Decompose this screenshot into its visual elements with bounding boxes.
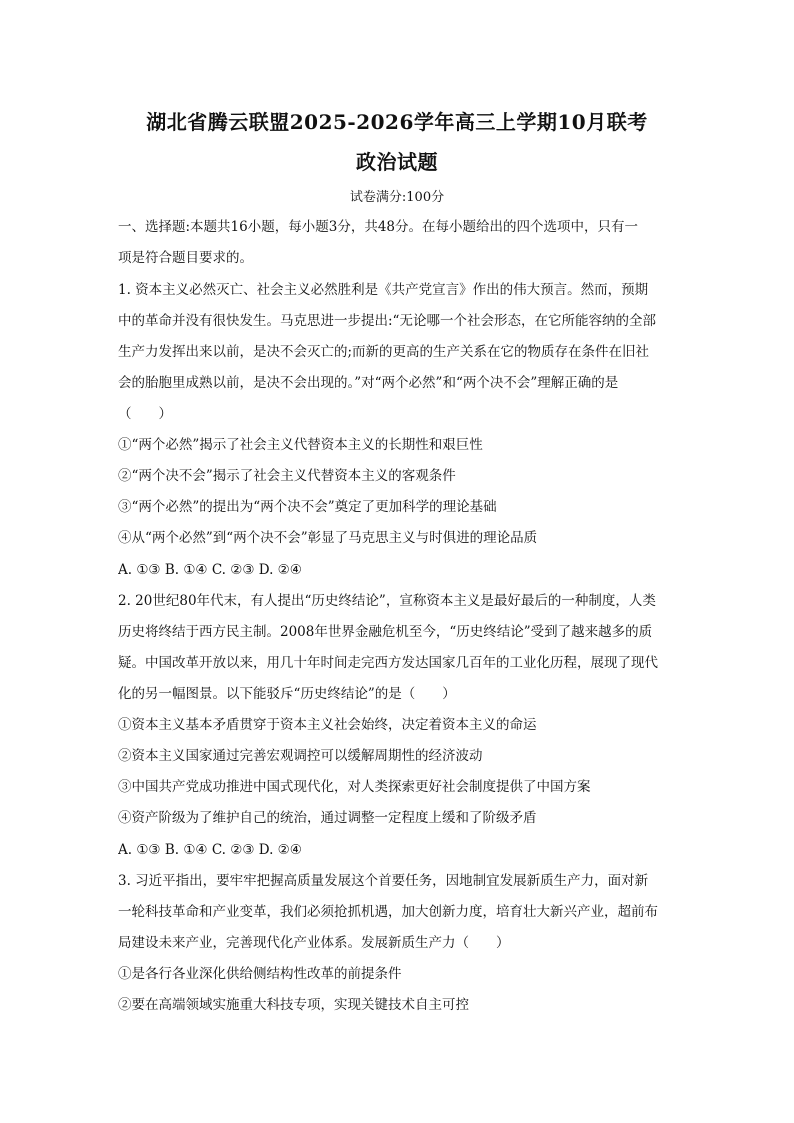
question-stem-line: 中的革命并没有很快发生。马克思进一步提出:“无论哪一个社会形态，在它所能容纳的全部 [118,313,656,329]
option-statement: ③中国共产党成功推进中国式现代化，对人类探索更好社会制度提供了中国方案 [118,779,591,795]
option-statement: ①资本主义基本矛盾贯穿于资本主义社会始终，决定着资本主义的命运 [118,717,537,733]
question-stem-line: 历史将终结于西方民主制。2008年世界金融危机至今，“历史终结论”受到了越来越多的质 [118,624,653,640]
question-stem-line: 会的胎胞里成熟以前，是决不会出现的。”对“两个必然”和“两个决不会”理解正确的是 [118,375,619,391]
question-stem-line: 化的另一幅图景。以下能驳斥“历史终结论”的是（ ） [118,686,456,702]
question-stem-line: 1. 资本主义必然灭亡、社会主义必然胜利是《共产党宣言》作出的伟大预言。然而，预期 [118,282,649,298]
section-intro-line: 一、选择题:本题共16小题，每小题3分，共48分。在每小题给出的四个选项中，只有一 [118,219,638,235]
question-stem-line: 生产力发挥出来以前，是决不会灭亡的;而新的更高的生产关系在它的物质存在条件在旧社 [118,344,650,360]
section-intro-line: 项是符合题目要求的。 [118,250,253,266]
exam-title: 湖北省腾云联盟2025-2026学年高三上学期10月联考 [146,110,648,134]
question-stem-line: 2. 20世纪80年代末，有人提出“历史终结论”，宣称资本主义是最好最后的一种制度，人类 [118,593,656,609]
option-statement: ③“两个必然”的提出为“两个决不会”奠定了更加科学的理论基础 [118,499,497,515]
option-statement: ①“两个必然”揭示了社会主义代替资本主义的长期性和艰巨性 [118,437,483,453]
question-stem-line: 疑。中国改革开放以来，用几十年时间走完西方发达国家几百年的工业化历程，展现了现代 [118,655,658,671]
answer-choices: A. ①③ B. ①④ C. ②③ D. ②④ [118,842,302,858]
score-note: 试卷满分:100分 [349,190,445,205]
answer-choices: A. ①③ B. ①④ C. ②③ D. ②④ [118,562,302,578]
option-statement: ④从“两个必然”到“两个决不会”彰显了马克思主义与时俱进的理论品质 [118,530,538,546]
option-statement: ②资本主义国家通过完善宏观调控可以缓解周期性的经济波动 [118,748,483,764]
question-stem-line: 3. 习近平指出，要牢牢把握高质量发展这个首要任务，因地制宜发展新质生产力，面对新 [118,873,649,889]
answer-blank: （ ） [118,406,172,422]
option-statement: ②“两个决不会”揭示了社会主义代替资本主义的客观条件 [118,468,456,484]
option-statement: ④资产阶级为了维护自己的统治，通过调整一定程度上缓和了阶级矛盾 [118,810,537,826]
question-stem-line: 局建设未来产业，完善现代化产业体系。发展新质生产力（ ） [118,935,510,951]
exam-subject: 政治试题 [356,150,438,174]
question-stem-line: 一轮科技革命和产业变革，我们必须抢抓机遇，加大创新力度，培育壮大新兴产业，超前布 [118,904,658,920]
option-statement: ①是各行各业深化供给侧结构性改革的前提条件 [118,966,402,982]
option-statement: ②要在高端领域实施重大科技专项，实现关键技术自主可控 [118,997,469,1013]
